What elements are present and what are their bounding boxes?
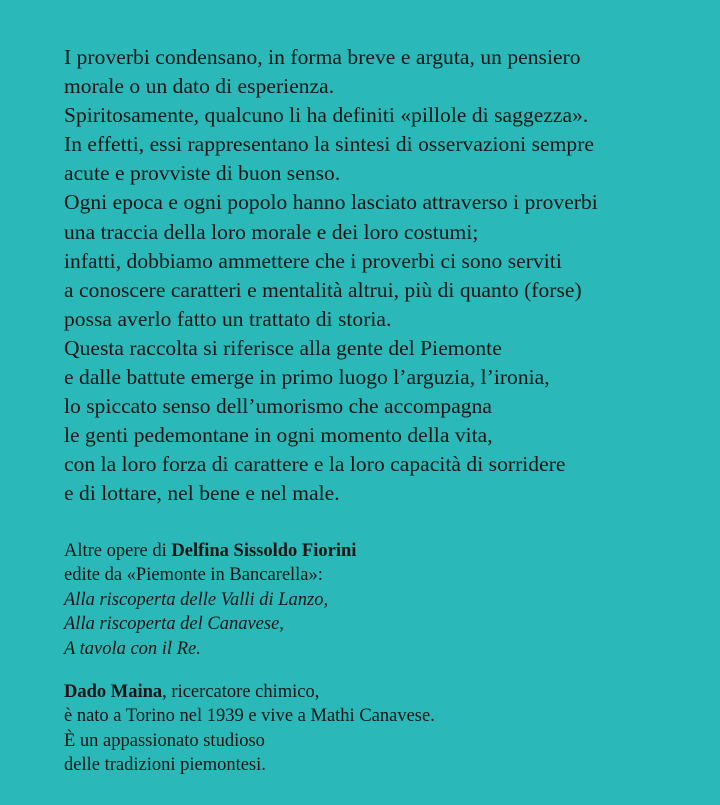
work-title: Alla riscoperta delle Valli di Lanzo, xyxy=(64,589,329,610)
text-line: infatti, dobbiamo ammettere che i proverbi ci sono serviti xyxy=(64,248,562,273)
illustrator-bio xyxy=(64,680,684,778)
text-line: e dalle battute emerge in primo luogo l’arguzia, l’ironia, xyxy=(64,365,550,390)
text-line: lo spiccato senso dell’umorismo che accompagna xyxy=(64,394,492,419)
bio-line: È un appassionato studioso xyxy=(64,730,265,751)
text-line: possa averlo fatto un trattato di storia. xyxy=(64,306,392,331)
bio-line: delle tradizioni piemontesi. xyxy=(64,755,266,776)
text-line: morale o un dato di esperienza. xyxy=(64,74,335,99)
publisher-line: edite da «Piemonte in Bancarella»: xyxy=(64,565,323,586)
text-line: a conoscere caratteri e mentalità altrui, più di quanto (forse) xyxy=(64,277,582,302)
work-title: A tavola con il Re. xyxy=(64,638,201,659)
text-line: I proverbi condensano, in forma breve e arguta, un pensiero xyxy=(64,45,581,69)
text-line: una traccia della loro morale e dei loro costumi; xyxy=(64,219,479,244)
description-text xyxy=(64,43,704,509)
text-line: Questa raccolta si riferisce alla gente del Piemonte xyxy=(64,335,502,360)
work-title: Alla riscoperta del Canavese, xyxy=(64,614,284,635)
text-line: Ogni epoca e ogni popolo hanno lasciato attraverso i proverbi xyxy=(64,190,598,215)
text-line: con la loro forza di carattere e la loro capacità di sorridere xyxy=(64,452,566,477)
text-line: In effetti, essi rappresentano la sintesi di osservazioni sempre xyxy=(64,132,594,157)
text-line: e di lottare, nel bene e nel male. xyxy=(64,481,340,506)
other-works-heading xyxy=(64,539,684,563)
text-line: le genti pedemontane in ogni momento della vita, xyxy=(64,423,493,448)
bio-heading xyxy=(64,680,684,704)
other-works-section xyxy=(64,539,684,661)
author-name: Delfina Sissoldo Fiorini xyxy=(171,541,357,561)
other-works-intro: Altre opere di xyxy=(64,541,172,561)
bio-name: Dado Maina xyxy=(64,682,163,702)
bio-line: è nato a Torino nel 1939 e vive a Mathi Canavese. xyxy=(64,706,435,727)
text-line: Spiritosamente, qualcuno li ha definiti «pillole di saggezza». xyxy=(64,103,589,128)
text-line: acute e provviste di buon senso. xyxy=(64,161,341,186)
bio-role: , ricercatore chimico, xyxy=(162,682,320,702)
